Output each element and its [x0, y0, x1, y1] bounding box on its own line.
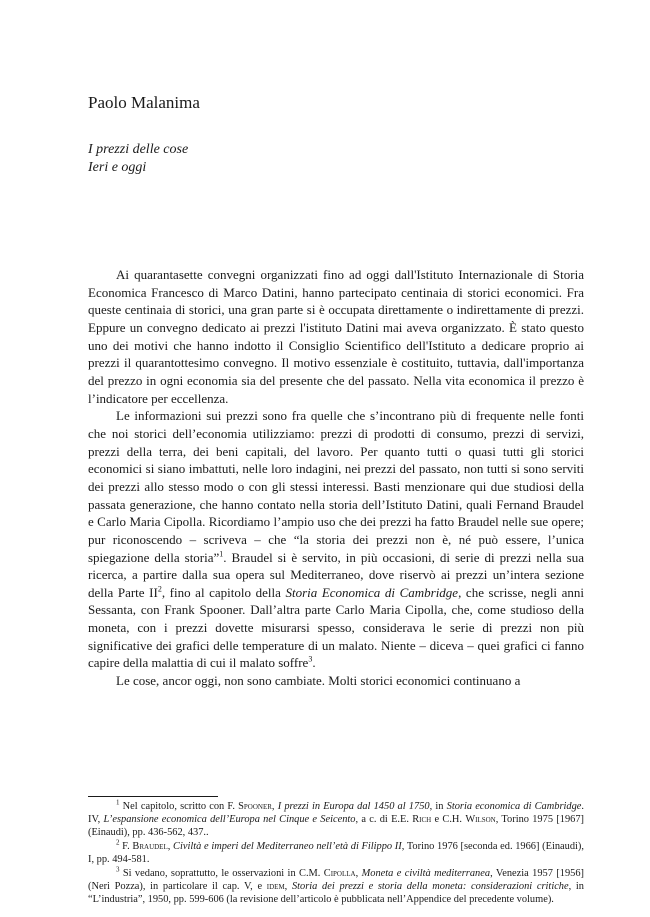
paragraph-2-part-a: Le informazioni sui prezzi sono fra quelle che s’incontrano più di frequente nelle fonti che noi storici dell’economia utilizziamo: prezzi di prodotti di consumo, prezzi di servizi, prezzi della terra, dei beni capitali, del lavoro. Per quanto tutti o quasi tutti gli storici economici si siano imbattuti, nelle loro indagini, nei prezzi del passato, non tutti si sono serviti dei prezzi allo stesso modo o con gli stessi interessi. Basti menzionare qui due studiosi della passata generazione, che hanno contato nella storia dell’Istituto Datini, quali Fernand Braudel e Carlo Maria Cipolla. Ricordiamo l’ampio uso che dei prezzi ha fatto Braudel nelle sue opere; pur riconoscendo – scriveva – che “la storia dei prezzi non è, né può essere, l’unica spiegazione della storia”	[88, 408, 584, 565]
footnote-3-italic: Moneta e civiltà mediterranea	[361, 868, 491, 879]
footnote-ref-2: 2	[157, 584, 162, 594]
footnote-3-text: , in “L’industria”, 1950, pp. 599-606 (la revisione dell’articolo è pubblicata nell’Appendice del precedente volume).	[88, 881, 584, 905]
author-smallcaps: Spooner	[238, 801, 272, 812]
footnote-ref-3: 3	[308, 655, 313, 665]
author-smallcaps: idem	[266, 881, 285, 892]
footnote-2-text: , Torino 1976 [seconda ed. 1966] (Einaudi), I, pp. 494-581.	[88, 841, 584, 865]
paragraph-1: Ai quarantasette convegni organizzati fino ad oggi dall'Istituto Internazionale di Storia Economica Francesco di Marco Datini, hanno partecipato centinaia di storici economici. Fra queste centinaia di storici, una gran parte si è occupata direttamente o indirettamente di prezzi. Eppure un convegno dedicato ai prezzi l'istituto Datini mai aveva organizzato. È stato questo uno dei motivi che hanno indotto il Consiglio Scientifico dell'Istituto a dedicare proprio ai prezzi il quarantottesimo convegno. Il motivo essenziale è costituito, tuttavia, dall'importanza del prezzo in ogni economia sia del presente che del passato. Nella vita economica il prezzo è l’indicatore per eccellenza.	[88, 267, 584, 406]
footnote-2	[88, 840, 584, 866]
footnote-1-text: . IV,	[88, 801, 584, 825]
author-smallcaps: Rich	[412, 814, 432, 825]
paragraph-2	[88, 407, 584, 672]
footnote-2-text: ,	[167, 841, 174, 852]
footnote-1-text: , Torino 1975 [1967] (Einaudi), pp. 436-562, 437..	[88, 814, 584, 838]
article-title	[88, 141, 188, 177]
paragraph-3: Le cose, ancor oggi, non sono cambiate. Molti storici economici continuano a	[116, 673, 521, 689]
footnote-1-italic: L’espansione economica dell’Europa nel Cinque e Seicento	[103, 814, 356, 825]
footnote-1	[88, 800, 584, 839]
author-smallcaps: Cipolla	[323, 868, 356, 879]
footnote-3-italic: Storia dei prezzi e storia della moneta: considerazioni critiche	[291, 881, 569, 892]
footnote-3-text: Si vedano, soprattutto, le osservazioni in C.M.	[119, 868, 324, 879]
footnote-3-text: ,	[355, 868, 362, 879]
footnote-number-2: 2	[116, 838, 120, 847]
footnote-3-text: , Venezia 1957 [1956] (Neri Pozza), in particolare il cap. V, e	[88, 868, 584, 892]
paragraph-2-part-b: . Braudel si è servito, in più occasioni, di serie di prezzi nella sua ricerca, a partire dalla sua opera sul Mediterraneo, dove riservò ai prezzi un’intera sezione della Parte II	[88, 549, 584, 600]
footnote-number-3: 3	[116, 865, 120, 874]
footnote-1-text: , in	[429, 801, 447, 812]
cited-work-title: Storia Economica di Cambridge	[285, 584, 459, 600]
author-smallcaps: Braudel	[132, 841, 168, 852]
footnote-1-italic: I prezzi in Europa dal 1450 al 1750	[277, 801, 430, 812]
footnote-1-italic: Storia economica di Cambridge	[446, 801, 582, 812]
title-line-1: I prezzi delle cose	[88, 142, 189, 157]
footnote-separator	[88, 796, 218, 797]
footnote-2-text: F.	[119, 841, 133, 852]
body-text	[88, 266, 584, 690]
footnote-number-1: 1	[116, 798, 120, 807]
footnote-1-text: Nel capitolo, scritto con F.	[119, 801, 239, 812]
paragraph-2-part-c: , fino al capitolo della	[161, 584, 286, 600]
footnotes	[88, 800, 584, 907]
footnote-2-italic: Civiltà e imperi del Mediterraneo nell’età di Filippo II	[173, 841, 402, 852]
paragraph-2-part-d: , che scrisse, negli anni Sessanta, con Frank Spooner. Dall’altra parte Carlo Maria Cipolla, che, come studioso della moneta, con i prezzi dovette misurarsi spesso, considerava le serie di prezzi non più significative dei grafici delle temperature di un malato. Niente – diceva – quei grafici ci fanno capire della malattia di cui il malato soffre	[88, 584, 585, 671]
footnote-3	[88, 867, 584, 906]
footnote-1-text: ,	[271, 801, 278, 812]
paragraph-2-part-e: .	[312, 655, 316, 671]
author-smallcaps: Wilson	[465, 814, 496, 825]
footnote-3-text: ,	[284, 881, 292, 892]
footnote-1-text: , a c. di E.E.	[355, 814, 413, 825]
footnote-1-text: e C.H.	[431, 814, 466, 825]
footnote-ref-1: 1	[219, 549, 224, 559]
author-name: Paolo Malanima	[88, 93, 200, 112]
subtitle-line-2: Ieri e oggi	[88, 160, 147, 175]
